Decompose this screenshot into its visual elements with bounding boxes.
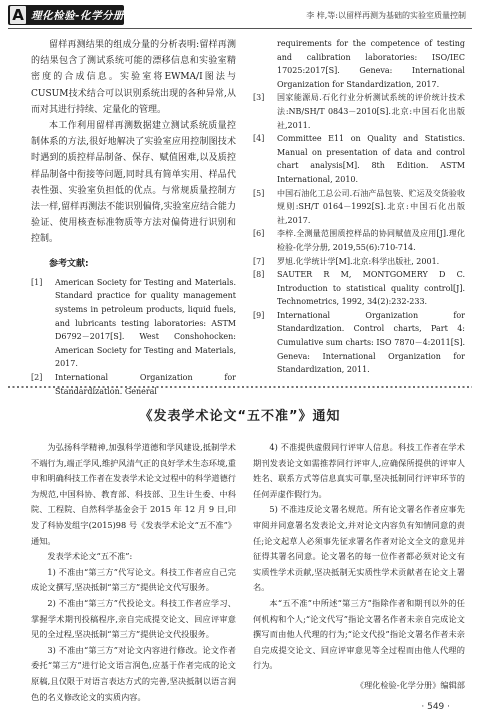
reference-item: [3] 国家能源局.石化行业分析测试系统的评价统计技术法:NB/SH/T 0843－2010[S].北京:中国石化出版社,2011.: [253, 93, 465, 130]
notice-paragraph: 3) 不准由“第三方”对论文内容进行修改。论文作者委托“第三方”进行论文语言润色,应基于作者完成的论文原稿,且仅限于对语言表达方式的完善,坚决抵制以语言润色的名义修改论文的实质内容。: [31, 644, 236, 702]
notice-paragraph: 为弘扬科学精神,加强科学道德和学风建设,抵制学术不端行为,端正学风,维护风清气正的良好学术生态环境,重申和明确科技工作者在发表学术论文过程中的科学道德行为规范,中国科协、教育部、科技部、卫生计生委、中科院、工程院、自然科学基金会于 2015 年 12 月 9 日,印发了科协发组字(2015)98 号《发表学术论文“五不准”》通知。: [31, 442, 236, 546]
notice-paragraph: 发表学术论文“五不准”:: [47, 551, 133, 562]
body-paragraph: 留样再测结果的组成分量的分析表明:留样再测的结果包含了测试系统可能的漂移信息和实验室精密度的合成信息。实验室将EWMA/I图法与CUSUM技术结合可以识别系统出现的各种异常,从而对其进行持续、定量化的管理。: [31, 40, 236, 115]
page-header: [0, 0, 480, 30]
reference-item: [8] SAUTER R M, MONTGOMERY D C. Introduction to statistical quality control[J]. Technometrics, 1992, 34(2):232-233.: [253, 270, 465, 307]
dotted-separator: [8, 385, 472, 389]
reference-item: [2] International Organization for Standardization. General: [31, 373, 236, 396]
reference-item: [9] International Organization for Standardization. Control charts, Part 4: Cumulative sum charts: ISO 7870－4:2011[S]. Geneva: International Organization for Standardization, 2011.: [253, 310, 465, 375]
section-separator: [8, 385, 472, 389]
body-paragraph: 本工作利用留样再测数据建立测试系统质量控制体系的方法,很好地解决了实验室应用控制图技术时遇到的质控样品制备、保存、赋值困难,以及质控样品制备中衔接等问题,同时具有简单实用、样品代表性强、实验室负担低的优点。与常规质量控制方法一样,留样再测法不能识别偏倚,实验室应结合能力验证、使用核查标准物质等方法对偏倚进行识别和控制。: [31, 121, 236, 245]
notice-paragraph: 2) 不准由“第三方”代投论文。科技工作者应学习、掌握学术期刊投稿程序,亲自完成提交论文、回应评审意见的全过程,坚决抵制“第三方”提供论文代投服务。: [31, 597, 236, 640]
reference-item: [6] 李梓.全测量范围质控样品的协同赋值及应用[J].理化检验-化学分册, 2019,55(6):710-714.: [253, 229, 465, 252]
reference-item: [5] 中国石油化工总公司.石油产品包装、贮运及交货验收规则:SH/T 0164－1992[S].北京:中国石化出版社,2017.: [253, 188, 465, 225]
notice-paragraph: 1) 不准由“第三方”代写论文。科技工作者应自己完成论文撰写,坚决抵制“第三方”提供论文代写服务。: [31, 566, 236, 593]
logo-letter: A: [10, 6, 26, 24]
notice-paragraph: 本“五不准”中所述“第三方”指除作者和期刊以外的任何机构和个人;“论文代写”指论文署名作者未亲自完成论文撰写而由他人代理的行为;“论文代投”指论文署名作者未亲自完成提交论文、回应评审意见等全过程而由他人代理的行为。: [253, 597, 465, 671]
notice-paragraph: 4) 不准提供虚假同行评审人信息。科技工作者在学术期刊发表论文如需推荐同行评审人,应确保所提供的评审人姓名、联系方式等信息真实可靠,坚决抵制同行评审环节的任何弄虚作假行为。: [253, 442, 465, 499]
header-rule: [8, 28, 472, 29]
references-heading: 参考文献:: [49, 258, 89, 269]
running-title: 李 梓,等:以留样再测为基础的实验室质量控制: [306, 11, 466, 20]
notice-right-column: [253, 440, 465, 694]
notice-paragraph: 5) 不准违反论文署名规范。所有论文署名作者应事先审阅并同意署名发表论文,并对论文内容负有知情同意的责任;论文起草人必须事先征求署名作者对论文全文的意见并征得其署名同意。论文署名的每一位作者都必须对论文有实质性学术贡献,坚决抵制无实质性学术贡献者在论文上署名。: [253, 504, 465, 593]
journal-logo: [8, 5, 124, 25]
reference-item-continued: requirements for the competence of testing and calibration laboratories: ISO/IEC 17025:2017[S]. Geneva: International Organization for Standardization, 2017.: [277, 39, 465, 89]
notice-left-column: [31, 440, 236, 705]
article-right-column: [253, 37, 465, 377]
journal-name: 理化检验-化学分册: [31, 9, 124, 22]
notice-title: 《发表学术论文“五不准”》通知: [139, 409, 341, 424]
editorial-signature: 《理化检验-化学分册》编辑部: [355, 679, 465, 690]
reference-item: [7] 罗旭.化学统计学[M].北京:科学出版社, 2001.: [253, 256, 440, 266]
page-number: · 549 ·: [421, 702, 450, 712]
reference-item: [4] Committee E11 on Quality and Statistics. Manual on presentation of data and control chart analysis[M]. 8th Edition. ASTM International, 2010.: [253, 134, 465, 184]
reference-item: [1] American Society for Testing and Materials. Standard practice for quality management systems in petroleum products, liquid fuels, and lubricants testing laboratories: ASTM D6792－2017[S]. West Conshohocken: American Society for Testing and Materials, 2017.: [31, 277, 236, 369]
article-left-column: [31, 37, 236, 396]
